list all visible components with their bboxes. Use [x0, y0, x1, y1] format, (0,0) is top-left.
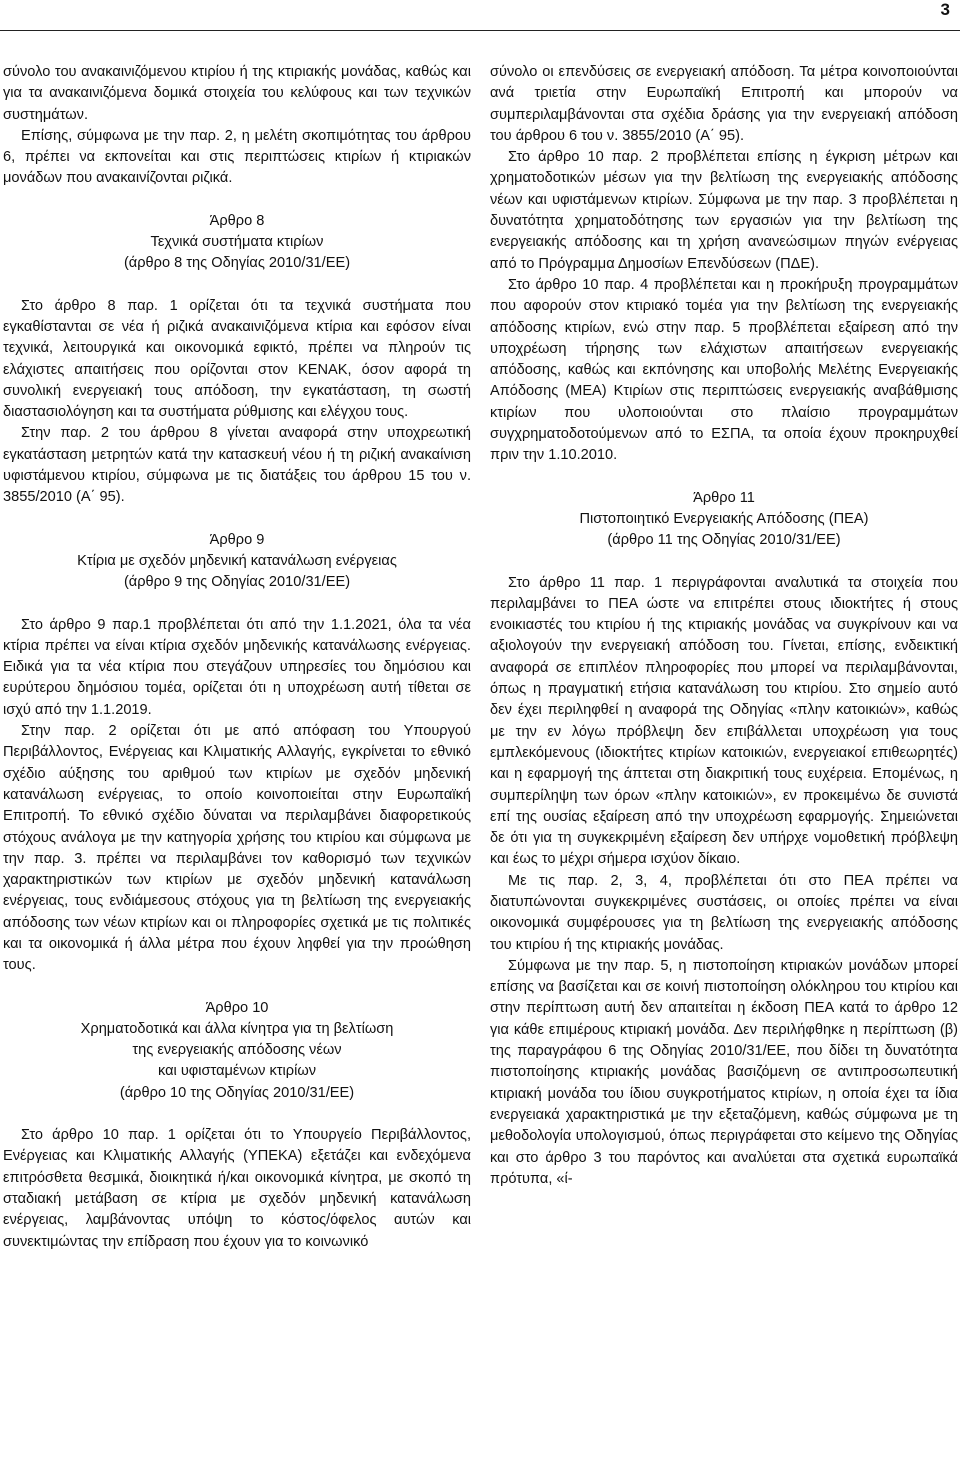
article-10-subtitle-line-3: και υφισταμένων κτιρίων [157, 1063, 317, 1080]
article-10-subtitle-line-1: Χρηματοδοτικά και άλλα κίνητρα για τη βελτίωση [80, 1020, 394, 1037]
right-intro-paragraph-2: Στο άρθρο 10 παρ. 2 προβλέπεται επίσης η έγκριση μέτρων και χρηματοδοτικών μέσων για την βελτίωση της ενεργειακής απόδοσης νέων και υφιστάμενων κτιρίων. Σύμφωνα με την παρ. 3 προβλέπεται η δυνατότητα χρηματοδότησης των εργασιών για την βελτίωση της ενεργειακής απόδοσης και τη χρήση ανανεώσιμων πηγών ενέργειας από το Πρόγραμμα Δημοσίων Επενδύσεων (ΠΔΕ). [490, 149, 958, 272]
article-11-directive: (άρθρο 11 της Οδηγίας 2010/31/ΕΕ) [607, 532, 841, 549]
article-8-paragraph-1: Στο άρθρο 8 παρ. 1 ορίζεται ότι τα τεχνικά συστήματα που εγκαθίστανται σε νέα ή ριζικά ανακαινιζόμενα κτίρια και εφόσον είναι τεχνικά, λειτουργικά και οικονομικά εφικτό, πρέπει να πληρούν τις ελάχιστες απαιτήσεις που ορίζονται στον ΚΕΝΑΚ, όσον αφορά τη συνολική ενεργειακή τους απόδοση, την εγκατάσταση, τη σωστή διαστασιολόγηση και τα συστήματα ρύθμισης και ελέγχου τους. [3, 297, 471, 421]
article-9-subtitle: Κτίρια με σχεδόν μηδενική κατανάλωση ενέργειας [77, 552, 397, 569]
article-11-paragraph-2: Με τις παρ. 2, 3, 4, προβλέπεται ότι στο ΠΕΑ πρέπει να διατυπώνονται συγκεκριμένες συστάσεις, οι οποίες πρέπει να είναι οικονομικά συμφέρουσες για τη βελτίωση της ενεργειακής απόδοσης του κτιρίου ή της κτιριακής μονάδας. [490, 872, 958, 953]
page-number: 3 [940, 0, 950, 19]
header-rule [0, 30, 960, 31]
article-8-subtitle: Τεχνικά συστήματα κτιρίων [150, 234, 324, 251]
article-10-heading [3, 998, 471, 1104]
article-10-paragraph-1: Στο άρθρο 10 παρ. 1 ορίζεται ότι το Υπουργείο Περιβάλλοντος, Ενέργειας και Κλιματικής Αλλαγής (ΥΠΕΚΑ) εξετάζει και ενδεχόμενα επιτρόσθετα θεσμικά, διοικητικά ή/και οικονομικά κίνητρα, με σκοπό τη σταδιακή μετάβαση σε κτίρια με σχεδόν μηδενική κατανάλωση ενέργειας, λαμβάνοντας υπόψη το κόστος/όφελος αυτών και συνεκτιμώντας την επίδραση που έχουν για το κοινωνικό [3, 1127, 471, 1250]
right-intro-paragraph-3: Στο άρθρο 10 παρ. 4 προβλέπεται και η προκήρυξη προγραμμάτων που αφορούν στον κτιριακό τομέα για την βελτίωση της ενεργειακής απόδοσης κτιρίων, ενώ στην παρ. 5 προβλέπεται εξαίρεση από την υποχρέωση τήρησης των ελάχιστων απαιτήσεων ενεργειακής απόδοσης, καθώς και εκπόνησης και υποβολής Μελέτης Ενεργειακής Απόδοσης (ΜΕΑ) Κτιρίων στις περιπτώσεις ενεργειακής αναβάθμισης κτιρίων που υλοποιούνται στο πλαίσιο προγραμμάτων συγχρηματοδοτούμενων από το ΕΣΠΑ, τα οποία έχουν προκηρυχθεί πριν την 1.10.2010. [490, 276, 958, 464]
article-11-title: Άρθρο 11 [693, 489, 755, 506]
article-11-paragraph-3: Σύμφωνα με την παρ. 5, η πιστοποίηση κτιριακών μονάδων μπορεί επίσης να βασίζεται και σε κοινή πιστοποίηση ολόκληρου του κτιρίου και στην περίπτωση αυτή δεν απαιτείται η έκδοση ΠΕΑ κατά το άρθρο 12 για κάθε επιμέρους κτιριακή μονάδα. Δεν περιλήφθηκε η περίπτωση (β) της παραγράφου 6 της Οδηγίας 2010/31/ΕΕ, που δίδει τη δυνατότητα πιστοποίησης κτιριακής μονάδας βασιζόμενη σε αντιπροσωπευτική κτιριακή μονάδα του ίδιου συγκροτήματος κτιρίων, η οποία έχει τα ίδια ενεργειακά χαρακτηριστικά με την εξεταζόμενη, καθώς σύμφωνα με τη μεθοδολογία υπολογισμού, όπως περιγράφεται στο κείμενο της Οδηγίας και στο άρθρο 3 του παρόντος και αναλύεται στα σχετικά ευρωπαϊκά πρότυπα, «ί- [490, 957, 958, 1187]
article-11-heading [490, 488, 958, 552]
article-10-title: Άρθρο 10 [205, 999, 269, 1016]
article-9-paragraph-2: Στην παρ. 2 ορίζεται ότι με από απόφαση του Υπουργού Περιβάλλοντος, Ενέργειας και Κλιματικής Αλλαγής, εγκρίνεται το εθνικό σχέδιο αύξησης του αριθμού των κτιρίων με σχεδόν μηδενική κατανάλωση ενέργειας, το οποίο κοινοποιείται στην Ευρωπαϊκή Επιτροπή. Το εθνικό σχέδιο δύναται να περιλαμβάνει διαφορετικούς στόχους ανάλογα με την κατηγορία χρήσης του κτιρίου και σύμφωνα με την παρ. 3. πρέπει να περιλαμβάνει τον καθορισμό των τεχνικών χαρακτηριστικών των κτιρίων με σχεδόν μηδενική κατανάλωση ενέργειας, τους ενδιάμεσους στόχους για τη βελτίωση της ενεργειακής απόδοσης των νέων κτιρίων και οι πληροφορίες σχετικά με τις πολιτικές και τα οικονομικά ή άλλα μέτρα που έχουν ληφθεί για την προώθηση τους. [3, 723, 471, 974]
article-11-subtitle: Πιστοποιητικό Ενεργειακής Απόδοσης (ΠΕΑ) [579, 510, 869, 527]
article-8-title: Άρθρο 8 [209, 212, 265, 229]
article-10-directive: (άρθρο 10 της Οδηγίας 2010/31/ΕΕ) [119, 1084, 355, 1101]
right-column [490, 62, 958, 1190]
article-8-paragraph-2: Στην παρ. 2 του άρθρου 8 γίνεται αναφορά στην υποχρεωτική εγκατάσταση μετρητών κατά την κατασκευή νέου ή τη ριζική ανακαίνιση υφιστάμενου κτιρίου, σύμφωνα με τις διατάξεις του άρθρου 15 του ν. 3855/2010 (Α΄ 95). [3, 425, 471, 506]
article-8-directive: (άρθρο 8 της Οδηγίας 2010/31/ΕΕ) [123, 255, 351, 272]
article-10-subtitle-line-2: της ενεργειακής απόδοσης νέων [132, 1042, 342, 1059]
article-8-heading [3, 211, 471, 275]
left-intro-paragraph-2: Επίσης, σύμφωνα με την παρ. 2, η μελέτη σκοπιμότητας του άρθρου 6, πρέπει να εκπονείται και στις περιπτώσεις κτιρίων ή κτιριακών μονάδων που ανακαινίζονται ριζικά. [3, 127, 471, 187]
article-9-paragraph-1: Στο άρθρο 9 παρ.1 προβλέπεται ότι από την 1.1.2021, όλα τα νέα κτίρια πρέπει να είναι κτίρια σχεδόν μηδενικής κατανάλωσης ενέργειας. Ειδικά για τα νέα κτίρια που στεγάζουν υπηρεσίες του δημόσιου και ευρύτερου δημόσιου τομέα, ορίζεται ότι η υποχρέωση αυτή τίθεται σε ισχύ από την 1.1.2019. [3, 616, 471, 718]
article-11-paragraph-1: Στο άρθρο 11 παρ. 1 περιγράφονται αναλυτικά τα στοιχεία που περιλαμβάνει το ΠΕΑ ώστε να επιτρέπει στους ιδιοκτήτες ή στους ενοικιαστές του κτιρίου ή της κτιριακής μονάδας να συγκρίνουν και να αξιολογούν την ενεργειακή απόδοση του. Γίνεται, επίσης, ενδεικτική αναφορά σε επιπλέον πληροφορίες που μπορεί να περιλαμβάνονται, όπως η πραγματική ετήσια κατανάλωση του κτιρίου. Στο σημείο αυτό δεν έχει περιληφθεί η αναφορά της Οδηγίας «πλην κατοικιών», καθώς με την εν λόγω πρόβλεψη δεν επιβάλλεται υποχρέωση για τους εμπλεκόμενους (ιδιοκτήτες κτιρίων κατοικιών, ενεργειακοί επιθεωρητές) και η εφαρμογή της άπτεται στη διακριτική τους ευχέρεια. Επομένως, η συμπερίληψη των όρων «πλην κατοικιών», εν προκειμένω δε συνιστά επί της ουσίας εξαίρεση από την υποχρέωση εφαρμογής. Σημειώνεται δε ότι για τη συγκεκριμένη εξαίρεση δεν υπήρχε νομοθετική πρόβλεψη και έως το μέχρι σήμερα ισχύον δίκαιο. [490, 574, 958, 868]
left-column [3, 62, 471, 1253]
article-9-title: Άρθρο 9 [209, 531, 265, 548]
left-intro-paragraph-1: σύνολο του ανακαινιζόμενου κτιρίου ή της κτιριακής μονάδας, καθώς και για τα ανακαινιζόμενα δομικά στοιχεία του κελύφους και των τεχνικών συστημάτων. [3, 64, 471, 123]
article-9-directive: (άρθρο 9 της Οδηγίας 2010/31/ΕΕ) [123, 574, 351, 591]
article-9-heading [3, 530, 471, 594]
right-intro-paragraph-1: σύνολο οι επενδύσεις σε ενεργειακή απόδοση. Τα μέτρα κοινοποιούνται ανά τριετία στην Ευρωπαϊκή Επιτροπή και μπορούν να συμπεριλαμβάνονται στα σχέδια δράσης για την ενεργειακή απόδοση του άρθρου 6 του ν. 3855/2010 (Α΄ 95). [490, 64, 958, 144]
